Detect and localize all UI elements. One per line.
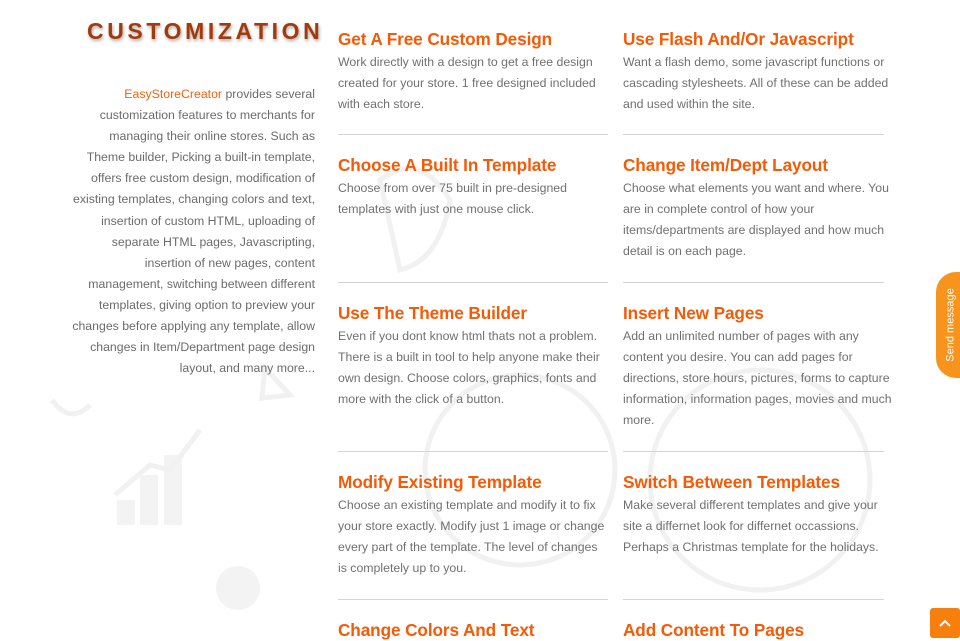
feature-title: Use The Theme Builder — [338, 303, 527, 323]
feature-change-colors-text — [338, 619, 608, 641]
feature-insert-new-pages — [623, 302, 893, 431]
divider — [338, 282, 608, 283]
feature-text: Choose an existing template and modify it to fix your store exactly. Modify just 1 image or change every part of the template. The level of changes is completely up to you. — [338, 498, 605, 576]
feature-item-dept-layout — [623, 154, 893, 262]
feature-built-in-template — [338, 154, 608, 220]
intro-text: provides several customization features to merchants for managing their online stores. Such as Theme builder, Picking a built-in template, offers free custom design, modification of existing templates, changing colors and text, insertion of custom HTML, uploading of separate HTML pages, Javascripting, insertion of new pages, content management, switching between different templates, giving option to preview your changes before applying any template, allow changes in Item/Department page design layout, and many more... — [72, 87, 315, 376]
feature-title: Switch Between Templates — [623, 472, 840, 492]
feature-title: Choose A Built In Template — [338, 155, 557, 175]
feature-title: Change Colors And Text — [338, 620, 535, 640]
section-title: CUSTOMIZATION — [87, 18, 324, 44]
intro-paragraph — [68, 84, 315, 379]
feature-switch-templates — [623, 471, 893, 558]
divider — [338, 134, 608, 135]
feature-text: Work directly with a design to get a free design created for your store. 1 free designed included with each store. — [338, 55, 596, 112]
feature-title: Add Content To Pages — [623, 620, 805, 640]
divider — [338, 599, 608, 600]
feature-text: Want a flash demo, some javascript functions or cascading stylesheets. All of these can be added and used within the site. — [623, 55, 889, 112]
chevron-up-icon — [939, 619, 951, 627]
feature-title: Insert New Pages — [623, 303, 764, 323]
feature-text: Make several different templates and give your site a differnet look for differnet occassions. Perhaps a Christmas template for the holidays. — [623, 498, 879, 555]
feature-title: Use Flash And/Or Javascript — [623, 29, 854, 49]
feature-free-custom-design — [338, 28, 608, 115]
divider — [623, 282, 884, 283]
feature-text: Even if you dont know html thats not a problem. There is a built in tool to help anyone make their own design. Choose colors, graphics, fonts and more with the click of a button. — [338, 329, 600, 407]
feature-text: Choose what elements you want and where. You are in complete control of how your items/departments are displayed and how much detail is on each page. — [623, 181, 889, 259]
feature-flash-javascript — [623, 28, 893, 115]
feature-add-content — [623, 619, 893, 641]
feature-theme-builder — [338, 302, 608, 410]
divider — [623, 451, 884, 452]
feature-modify-existing-template — [338, 471, 608, 579]
feature-text: Add an unlimited number of pages with any content you desire. You can add pages for directions, store hours, pictures, forms to capture information, information pages, movies and much more. — [623, 329, 892, 428]
feature-title: Modify Existing Template — [338, 472, 542, 492]
divider — [623, 134, 884, 135]
divider — [338, 451, 608, 452]
feature-text: Choose from over 75 built in pre-designed templates with just one mouse click. — [338, 181, 567, 217]
feature-title: Change Item/Dept Layout — [623, 155, 828, 175]
feature-title: Get A Free Custom Design — [338, 29, 553, 49]
send-message-label: Send message — [945, 288, 958, 362]
back-to-top-button[interactable] — [930, 608, 960, 638]
send-message-button[interactable] — [936, 272, 960, 378]
divider — [623, 599, 884, 600]
brand-link[interactable]: EasyStoreCreator — [124, 87, 223, 101]
